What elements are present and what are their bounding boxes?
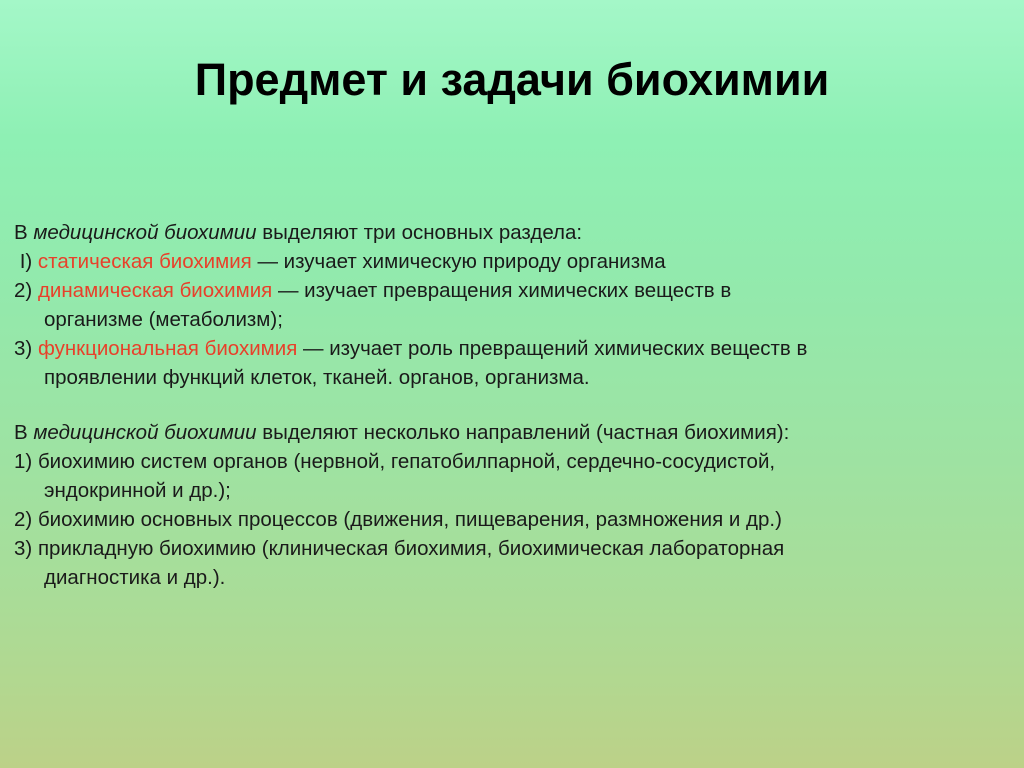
slide-body [14,218,1014,592]
section-one-intro [14,218,1014,247]
item-text: биохимию основных процессов (движения, пищеварения, размножения и др.) [37,508,782,531]
section-two-intro-suffix: выделяют несколько направлений (частная биохимия): [256,421,790,444]
item-text: биохимию систем органов (нервной, гепатобилпарной, сердечно-сосудистой, [37,450,776,473]
list-item-continuation: диагностика и др.). [44,566,226,589]
item-term: статическая биохимия [37,250,252,273]
list-item-continuation: проявлении функций клеток, тканей. органов, организма. [44,366,590,389]
item-marker: 3) [14,537,38,560]
item-marker: 2) [14,279,38,302]
item-text: прикладную биохимию (клиническая биохимия, биохимическая лабораторная [37,537,785,560]
section-one-intro-suffix: выделяют три основных раздела: [256,221,583,244]
section-divider-space [14,392,1014,418]
list-item [14,447,1014,476]
item-term: функциональная биохимия [37,337,298,360]
list-item-continuation: эндокринной и др.); [44,479,231,502]
list-item [14,505,1014,534]
section-two-intro [14,418,1014,447]
section-two [14,418,1014,592]
list-item [14,276,1014,305]
item-term: динамическая биохимия [37,279,273,302]
section-two-intro-prefix: В [14,421,34,444]
item-marker: 2) [14,508,38,531]
section-two-intro-italic: медицинской биохимии [33,421,257,444]
list-item [14,334,1014,363]
item-marker: 3) [14,337,38,360]
item-rest: — изучает химическую природу организма [251,250,666,273]
list-item [14,247,1014,276]
item-rest: — изучает роль превращений химических веществ в [297,337,808,360]
section-one-intro-prefix: В [14,221,34,244]
item-marker: 1) [14,450,38,473]
section-one-intro-italic: медицинской биохимии [33,221,257,244]
item-rest: — изучает превращения химических веществ в [272,279,732,302]
item-marker: I) [14,250,38,273]
page-title: Предмет и задачи биохимии [194,54,830,105]
section-one [14,218,1014,392]
list-item-continuation: организме (метаболизм); [44,308,283,331]
list-item [14,534,1014,563]
